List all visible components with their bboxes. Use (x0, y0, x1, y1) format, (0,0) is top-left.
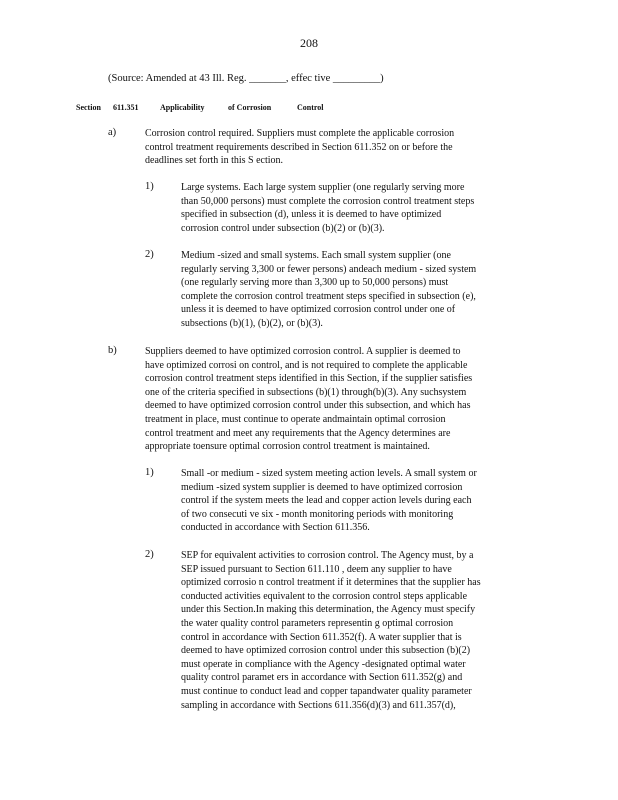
text-line: under this Section.In making this determination, the Agency must specify (181, 604, 476, 616)
text-line: one of the criteria specified in subsections (b)(1) through(b)(3). Any suchsystem (145, 386, 467, 398)
source-note: (Source: Amended at 43 Ill. Reg. _______, effec tive _________) (108, 73, 384, 84)
text-line: deadlines set forth in this S ection. (145, 155, 284, 167)
text-line: Medium -sized and small systems. Each small system supplier (one (181, 250, 451, 261)
text-line: Corrosion control required. Suppliers must complete the applicable corrosion (145, 128, 455, 139)
text-line: (one regularly serving more than 3,300 up to 50,000 persons) must (181, 277, 449, 289)
subsection-a-marker: a) (108, 127, 117, 138)
item-a2-text (181, 249, 476, 331)
text-line: of two consecuti ve six - month monitoring periods with monitoring (181, 508, 454, 520)
text-line: SEP issued pursuant to Section 611.110 , deem any supplier to have (181, 563, 452, 575)
text-line: conducted in accordance with Section 611.356. (181, 522, 370, 534)
section-title-word-1: Applicability (160, 103, 205, 112)
text-line: Small -or medium - sized system meeting action levels. A small system or (181, 468, 477, 479)
item-a1-text (181, 181, 474, 235)
text-line: appropriate toensure optimal corrosion control treatment is maintained. (145, 441, 430, 453)
text-line: control treatment and meet any requirements that the Agency determines are (145, 427, 451, 439)
text-line: have optimized corrosi on control, and is not required to complete the applicable (145, 359, 468, 371)
text-line: treatment in place, must continue to operate andmaintain optimal corrosion (145, 413, 446, 425)
text-line: control if the system meets the lead and copper action levels during each (181, 495, 472, 507)
item-b1-text (181, 467, 477, 535)
text-line: corrosion control under subsection (b)(2) or (b)(3). (181, 222, 385, 234)
section-title-word-2: of Corrosion (228, 103, 272, 112)
text-line: optimized corrosio n control treatment if it determines that the supplier has (181, 577, 481, 589)
section-label: Section (76, 103, 101, 112)
text-line: specified in subsection (d), unless it is deemed to have optimized (181, 209, 442, 221)
section-number: 611.351 (113, 103, 139, 112)
text-line: quality control paramet ers in accordance with Section 611.352(g) and (181, 672, 463, 684)
text-line: must operate in compliance with the Agency -designated optimal water (181, 658, 466, 670)
page-number: 208 (300, 36, 318, 50)
text-line: conducted activities equivalent to the corrosion control steps applicable (181, 590, 468, 602)
text-line: deemed to have optimized corrosion control under this subsection (b)(2) (181, 645, 471, 657)
text-line: control in accordance with Section 611.352(f). A water supplier that is (181, 631, 462, 643)
subsection-b-marker: b) (108, 345, 117, 356)
text-line: control treatment requirements described in Section 611.352 on or before the (145, 141, 453, 153)
text-line: unless it is deemed to have optimized corrosion control under one of (181, 304, 456, 316)
item-b2-marker: 2) (145, 549, 154, 560)
subsection-a-text (145, 127, 454, 168)
text-line: regularly serving 3,300 or fewer persons) andeach medium - sized system (181, 263, 477, 275)
text-line: deemed to have optimized corrosion control under this subsection, and which has (145, 400, 471, 412)
text-line: Large systems. Each large system supplier (one regularly serving more (181, 182, 465, 193)
item-b2-text (181, 549, 481, 712)
text-line: medium -sized system supplier is deemed to have optimized corrosion (181, 481, 463, 493)
text-line: the water quality control parameters representin g optimal corrosion (181, 617, 454, 629)
section-title-word-3: Control (297, 103, 324, 112)
item-a1-marker: 1) (145, 181, 154, 192)
text-line: than 50,000 persons) must complete the corrosion control treatment steps (181, 195, 475, 207)
text-line: Suppliers deemed to have optimized corrosion control. A supplier is deemed to (145, 346, 461, 357)
text-line: SEP for equivalent activities to corrosion control. The Agency must, by a (181, 550, 474, 561)
text-line: sampling in accordance with Sections 611.356(d)(3) and 611.357(d), (181, 699, 456, 711)
text-line: subsections (b)(1), (b)(2), or (b)(3). (181, 317, 323, 329)
text-line: complete the corrosion control treatment steps specified in subsection (e), (181, 290, 476, 302)
text-line: corrosion control treatment steps identified in this Section, if the supplier satisfies (145, 373, 473, 385)
item-a2-marker: 2) (145, 249, 154, 260)
text-line: must continue to conduct lead and copper tapandwater quality parameter (181, 685, 472, 697)
item-b1-marker: 1) (145, 467, 154, 478)
subsection-b-text (145, 345, 472, 454)
